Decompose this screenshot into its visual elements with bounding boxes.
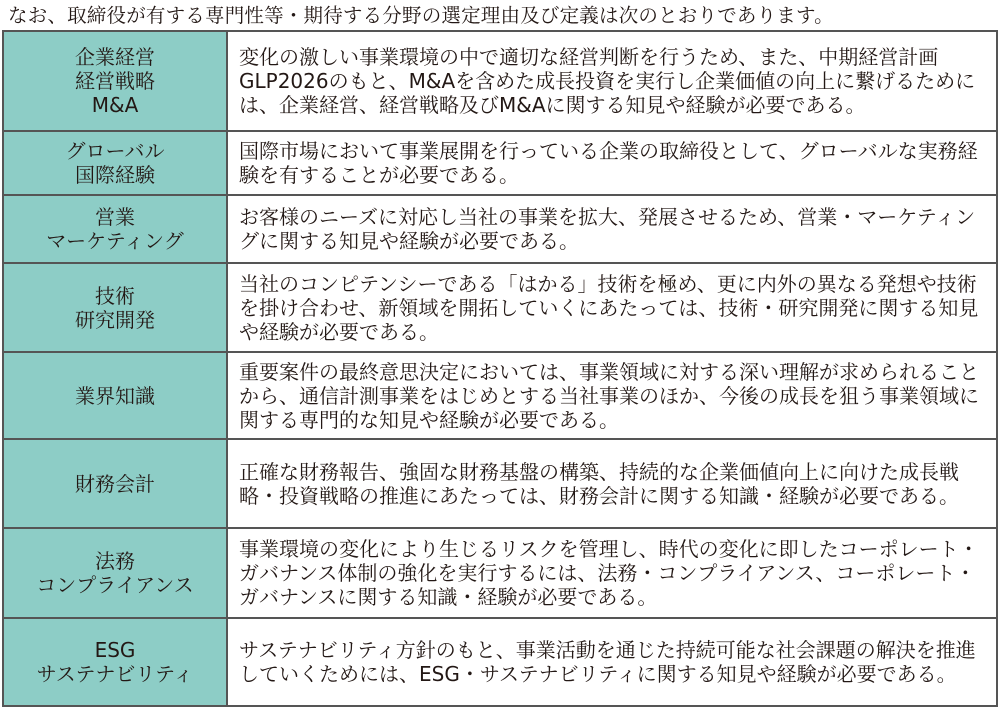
skill-area-cell: 法務 コンプライアンス <box>3 528 227 618</box>
table-row-industry <box>3 352 997 439</box>
skill-reason-cell: お客様のニーズに対応し当社の事業を拡大、発展させるため、営業・マーケティングに関する知見や経験が必要である。 <box>227 195 997 263</box>
table-row-sales <box>3 195 997 263</box>
skill-reason-cell: 国際市場において事業展開を行っている企業の取締役として、グローバルな実務経験を有することが必要である。 <box>227 131 997 195</box>
skill-reason-cell: 変化の激しい事業環境の中で適切な経営判断を行うため、また、中期経営計画GLP2026のもと、M&Aを含めた成長投資を実行し企業価値の向上に繋げるためには、企業経営、経営戦略及びM&Aに関する知見や経験が必要である。 <box>227 31 997 131</box>
skill-area-cell: 業界知識 <box>3 352 227 439</box>
skill-reason-cell: 当社のコンピテンシーである「はかる」技術を極め、更に内外の異なる発想や技術を掛け合わせ、新領域を開拓していくにあたっては、技術・研究開発に関する知見や経験が必要である。 <box>227 263 997 352</box>
skill-reason-cell: サステナビリティ方針のもと、事業活動を通じた持続可能な社会課題の解決を推進していくためには、ESG・サステナビリティに関する知見や経験が必要である。 <box>227 618 997 706</box>
table-row-finance <box>3 439 997 528</box>
intro-text: なお、取締役が有する専門性等・期待する分野の選定理由及び定義は次のとおりであります。 <box>8 4 834 27</box>
skill-area-cell: グローバル 国際経験 <box>3 131 227 195</box>
skill-reason-cell: 重要案件の最終意思決定においては、事業領域に対する深い理解が求められることから、通信計測事業をはじめとする当社事業のほか、今後の成長を狙う事業領域に関する専門的な知見や経験が必要である。 <box>227 352 997 439</box>
skill-reason-cell: 事業環境の変化により生じるリスクを管理し、時代の変化に即したコーポレート・ガバナンス体制の強化を実行するには、法務・コンプライアンス、コーポレート・ガバナンスに関する知識・経験が必要である。 <box>227 528 997 618</box>
skill-area-cell: 技術 研究開発 <box>3 263 227 352</box>
skill-reason-cell: 正確な財務報告、強固な財務基盤の構築、持続的な企業価値向上に向けた成長戦略・投資戦略の推進にあたっては、財務会計に関する知識・経験が必要である。 <box>227 439 997 528</box>
skill-area-cell: 営業 マーケティング <box>3 195 227 263</box>
table-row-esg <box>3 618 997 706</box>
skill-area-cell: 企業経営 経営戦略 M&A <box>3 31 227 131</box>
table-row-management <box>3 31 997 131</box>
table-row-global <box>3 131 997 195</box>
skills-definition-table <box>2 30 998 707</box>
skill-area-cell: 財務会計 <box>3 439 227 528</box>
skill-area-cell: ESG サステナビリティ <box>3 618 227 706</box>
table-row-legal <box>3 528 997 618</box>
table-row-technology <box>3 263 997 352</box>
